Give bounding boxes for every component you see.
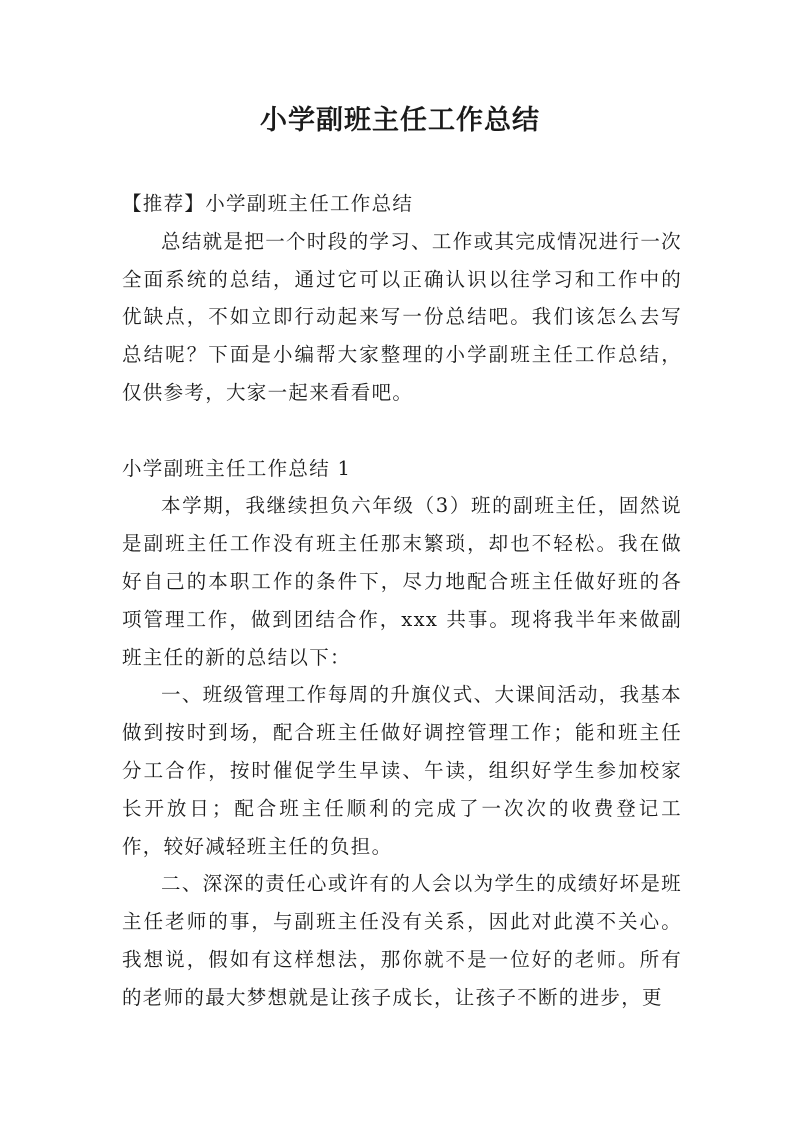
document-title: 小学副班主任工作总结 (260, 105, 540, 136)
document-body (122, 185, 682, 1017)
body-paragraph-1: 本学期，我继续担负六年级（3）班的副班主任，固然说是副班主任工作没有班主任那末繁琐，却也不轻松。我在做好自己的本职工作的条件下，尽力地配合班主任做好班的各项管理工作，做到团结合作，xxx 共事。现将我半年来做副班主任的新的总结以下： (122, 494, 682, 669)
body-paragraph-2: 一、班级管理工作每周的升旗仪式、大课间活动，我基本做到按时到场，配合班主任做好调控管理工作；能和班主任分工合作，按时催促学生早读、午读，组织好学生参加校家长开放日；配合班主任顺利的完成了一次次的收费登记工作，较好减轻班主任的负担。 (122, 683, 682, 858)
section-heading: 小学副班主任工作总结 1 (122, 456, 352, 480)
section-spacer (122, 412, 682, 450)
body-paragraph-3: 二、深深的责任心或许有的人会以为学生的成绩好坏是班主任老师的事，与副班主任没有关系，因此对此漠不关心。我想说，假如有这样想法，那你就不是一位好的老师。所有的老师的最大梦想就是让孩子成长，让孩子不断的进步，更 (122, 872, 682, 1009)
intro-paragraph: 总结就是把一个时段的学习、工作或其完成情况进行一次全面系统的总结，通过它可以正确认识以往学习和工作中的优缺点，不如立即行动起来写一份总结吧。我们该怎么去写总结呢？下面是小编帮大家整理的小学副班主任工作总结，仅供参考，大家一起来看看吧。 (122, 229, 682, 404)
recommend-line: 【推荐】小学副班主任工作总结 (122, 192, 414, 215)
